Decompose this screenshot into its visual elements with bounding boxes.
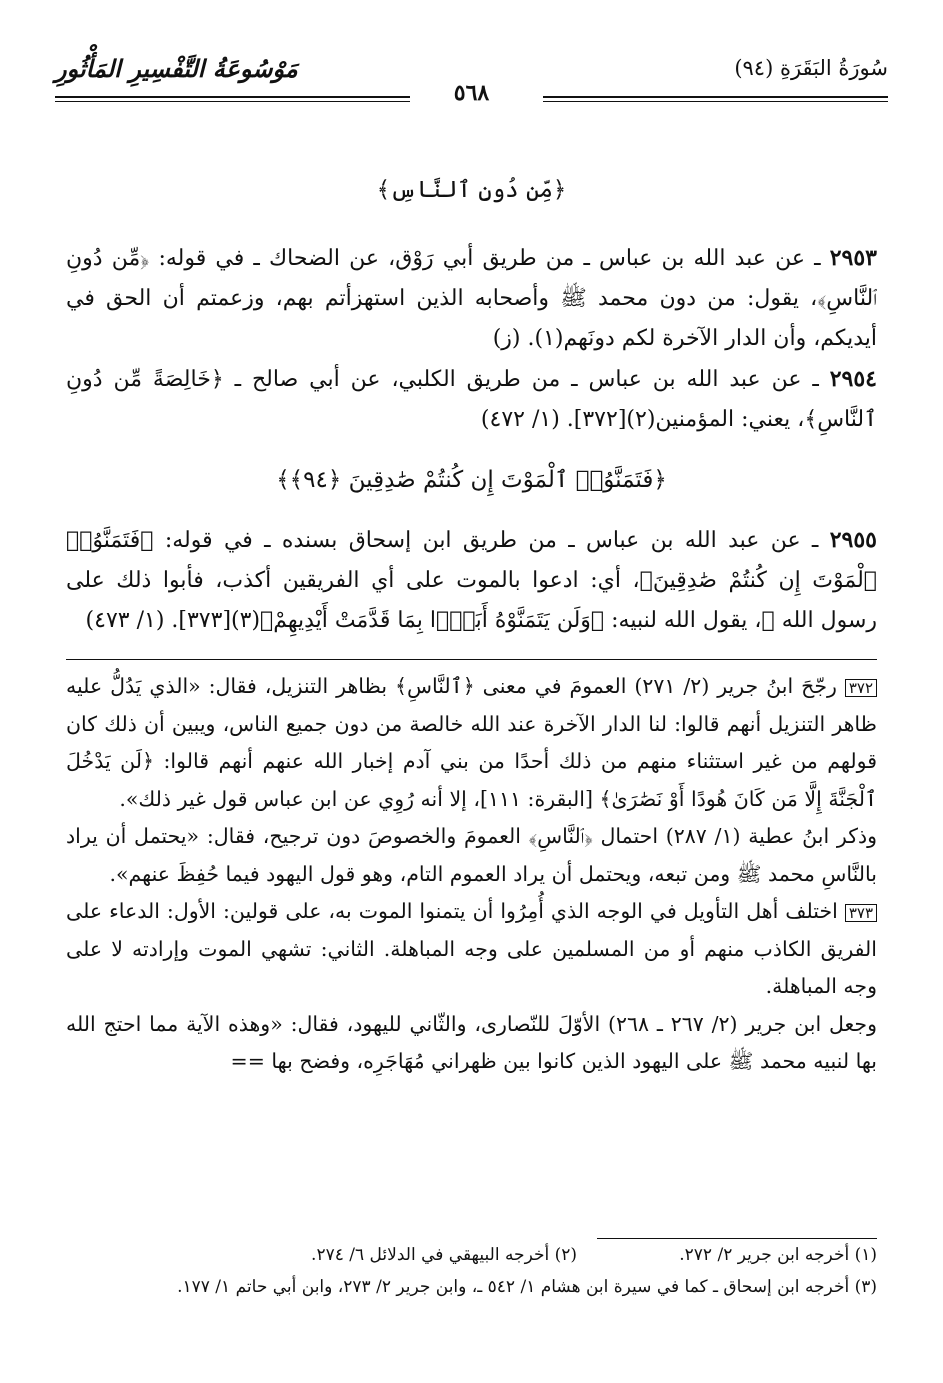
commentary-373 bbox=[66, 893, 877, 1006]
commentary-ref: ٣٧٢ bbox=[845, 679, 877, 697]
header-rule-left-thin bbox=[55, 101, 410, 102]
verse-heading: ﴿مِّن دُونِ ٱلنَّاسِ﴾ bbox=[376, 177, 567, 203]
verse-heading: ﴿فَتَمَنَّوُا۟ ٱلْمَوْتَ إِن كُنتُمْ صَٰدِقِينَ ﴿٩٤﴾﴾ bbox=[276, 467, 667, 493]
commentary-372-cont bbox=[66, 818, 877, 893]
commentary-text: وجعل ابن جرير (٢/ ٢٦٧ ـ ٢٦٨) الأوّلَ للنّصارى، والثّاني لليهود، فقال: «وهذه الآية مما احتج الله بها لنبيه محمد ﷺ على اليهود الذين كانوا بين ظهراني مُهَاجَرِه، وفضح بها == bbox=[66, 1011, 877, 1073]
commentary-ref: ٣٧٣ bbox=[845, 904, 877, 922]
narration-text: ـ عن عبد الله بن عباس ـ من طريق الكلبي، عن أبي صالح ـ ﴿خَالِصَةً مِّن دُونِ ٱلنَّاسِ﴾، يعني: المؤمنين(٢)[٣٧٢]. (١/ ٤٧٢) bbox=[66, 367, 877, 432]
commentary-372 bbox=[66, 668, 877, 818]
narration-text: ـ عن عبد الله بن عباس ـ من طريق ابن إسحاق بسنده ـ في قوله: ﴿فَتَمَنَّوُا۟ ٱلْمَوْتَ إِن كُنتُمْ صَٰدِقِينَ﴾، أي: ادعوا بالموت على أي الفريقين أكذب، فأبوا ذلك على رسول الله ﷺ، يقول الله لنبيه: ﴿وَلَن يَتَمَنَّوْهُ أَبَدًۢا بِمَا قَدَّمَتْ أَيْدِيهِمْ﴾(٣)[٣٧٣]. (١/ ٤٧٣) bbox=[66, 528, 877, 633]
page-number: ٥٦٨ bbox=[453, 80, 490, 106]
page-header bbox=[55, 52, 888, 112]
commentary-text: اختلف أهل التأويل في الوجه الذي أُمِرُوا أن يتمنوا الموت به، على قولين: الأول: الدعاء على الفريق الكاذب منهم أو من المسلمين على وجه المباهلة. الثاني: تشهي الموت وإرادته لا على وجه المباهلة. bbox=[66, 899, 877, 998]
footnote-3: (٣) أخرجه ابن إسحاق ـ كما في سيرة ابن هشام ١/ ٥٤٢ ـ، وابن جرير ٢/ ٢٧٣، وابن أبي حاتم ١/ ١٧٧. bbox=[177, 1277, 877, 1297]
header-rule-right bbox=[543, 96, 888, 98]
narration-number: ٢٩٥٣ bbox=[829, 245, 877, 271]
surah-header: سُورَةُ البَقَرَةِ (٩٤) bbox=[734, 56, 888, 80]
narration-2953 bbox=[66, 238, 877, 359]
header-rule-right-thin bbox=[543, 101, 888, 102]
narration-2954 bbox=[66, 359, 877, 440]
narration-text: ـ عن عبد الله بن عباس ـ من طريق أبي رَوْق، عن الضحاك ـ في قوله: ﴿مِّن دُونِ ٱلنَّاسِ﴾، يقول: من دون محمد ﷺ وأصحابه الذين استهزأتم بهم، وزعمتم أن الحق في أيديكم، وأن الدار الآخرة لكم دونَهم(١). (ز) bbox=[66, 246, 877, 351]
commentary-373-cont bbox=[66, 1006, 877, 1081]
narration-number: ٢٩٥٤ bbox=[829, 366, 877, 392]
main-content bbox=[66, 170, 877, 1081]
narration-2955 bbox=[66, 520, 877, 641]
commentary-text: رجّحَ ابنُ جرير (٢/ ٢٧١) العمومَ في معنى ﴿ٱلنَّاسِ﴾ بظاهر التنزيل، فقال: «الذي يَدُلُّ عليه ظاهر التنزيل أنهم قالوا: لنا الدار الآخرة عند الله خالصة من دون جميع الناس، ويبين أن ذلك كان قولهم من غير استثناء منهم من ذلك أحدًا من بني آدم إخبار الله عنهم أنهم قالوا: ﴿لَن يَدْخُلَ ٱلْجَنَّةَ إِلَّا مَن كَانَ هُودًا أَوْ نَصَٰرَىٰ﴾ [البقرة: ١١١]، إلا أنه رُوِي عن ابن عباس قول غير ذلك». bbox=[66, 674, 877, 811]
footnote-1: (١) أخرجه ابن جرير ٢/ ٢٧٢. bbox=[679, 1245, 877, 1265]
book-title: مَوْسُوعَةُ التَّفْسِيرِ المَأْثُورِ bbox=[55, 54, 298, 83]
footnote-2: (٢) أخرجه البيهقي في الدلائل ٦/ ٢٧٤. bbox=[311, 1245, 577, 1265]
narration-number: ٢٩٥٥ bbox=[829, 527, 877, 553]
footnote-row bbox=[66, 1239, 877, 1271]
commentary-text: وذكر ابنُ عطية (١/ ٢٨٧) احتمال ﴿ٱلنَّاسِ﴾ العمومَ والخصوصَ دون ترجيح، فقال: «يحتمل أن يراد بالنَّاسِ محمد ﷺ ومن تبعه، ويحتمل أن يراد العموم التام، وهو قول اليهود فيما حُفِظَ عنهم». bbox=[66, 824, 877, 886]
header-rule-left bbox=[55, 96, 410, 98]
footnotes bbox=[66, 1238, 877, 1303]
